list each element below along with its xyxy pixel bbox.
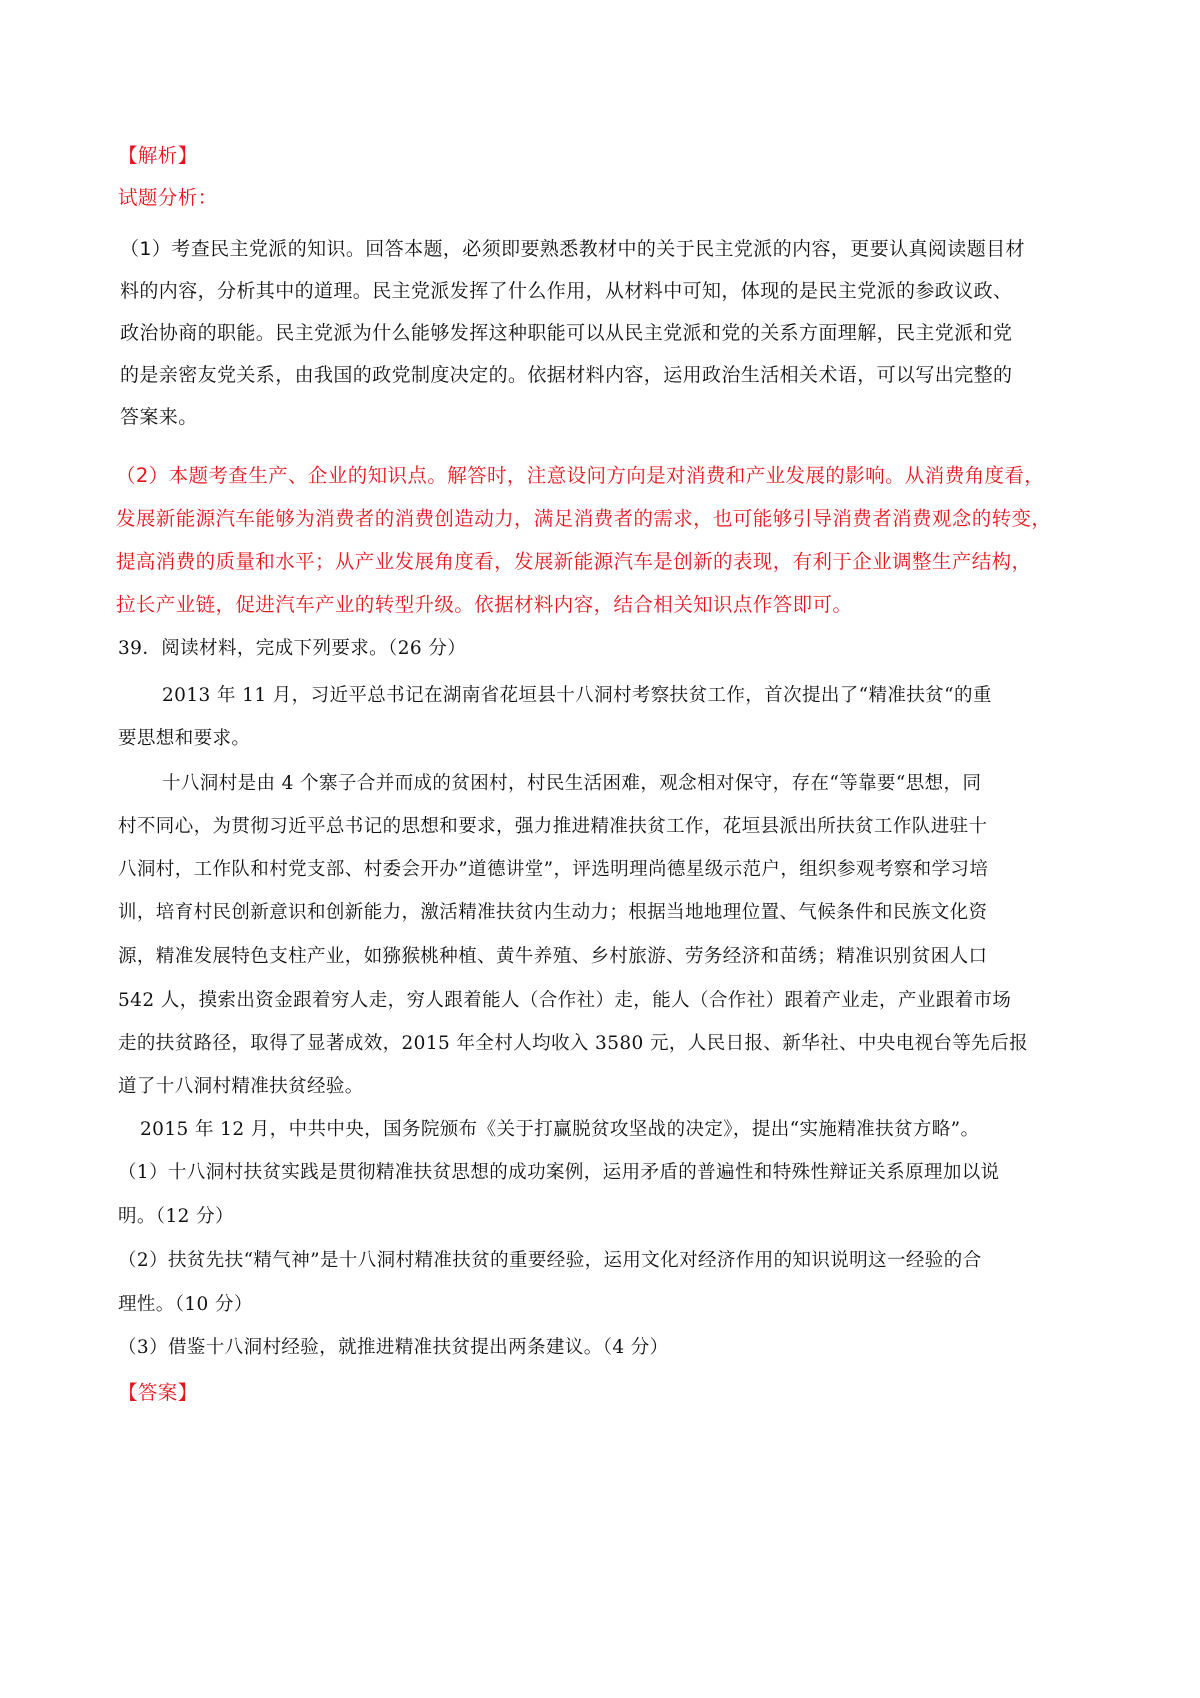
part2-line: 提高消费的质量和水平；从产业发展角度看，发展新能源汽车是创新的表现，有利于企业调整生产结构， [116,550,1032,573]
part1-line: （1）考查民主党派的知识。回答本题，必须即要熟悉教材中的关于民主党派的内容，更要认真阅读题目材 [120,238,1025,260]
material-paragraph-2: 十八洞村是由 4 个寨子合并而成的贫困村，村民生活困难，观念相对保守，存在“等靠要“思想，同 [162,773,982,794]
material-paragraph-3: 2015 年 12 月，中共中央，国务院颁布《关于打赢脱贫攻坚战的决定》，提出“实施精准扶贫方略”。 [140,1119,980,1140]
part2-line: 拉长产业链，促进汽车产业的转型升级。依据材料内容，结合相关知识点作答即可。 [116,593,853,616]
material-paragraph-2: 八洞村，工作队和村党支部、村委会开办”道德讲堂”，评选明理尚德星级示范户，组织参观考察和学习培 [118,859,989,880]
sub-question-1: 明。（12 分） [118,1206,234,1227]
part2-line: （2）本题考查生产、企业的知识点。解答时，注意设问方向是对消费和产业发展的影响。从消费角度看， [116,464,1045,487]
sub-question-2: （2）扶贫先扶“精气神”是十八洞村精准扶贫的重要经验，运用文化对经济作用的知识说明这一经验的合 [118,1250,982,1271]
part1-line: 政治协商的职能。民主党派为什么能够发挥这种职能可以从民主党派和党的关系方面理解，民主党派和党 [120,322,1013,344]
part1-line: 答案来。 [120,406,198,428]
material-paragraph-2: 走的扶贫路径，取得了显著成效，2015 年全村人均收入 3580 元，人民日报、新华社、中央电视台等先后报 [118,1033,1029,1054]
answer-heading: 【答案】 [118,1381,198,1404]
sub-question-3: （3）借鉴十八洞村经验，就推进精准扶贫提出两条建议。（4 分） [118,1337,669,1358]
analysis-heading: 【解析】 [118,144,198,167]
material-paragraph-2: 源，精准发展特色支柱产业，如猕猴桃种植、黄牛养殖、乡村旅游、劳务经济和苗绣；精准识别贫困人口 [118,946,988,967]
question-39-title: 39．阅读材料，完成下列要求。（26 分） [118,638,467,659]
sub-question-2: 理性。（10 分） [118,1294,253,1315]
sub-question-1: （1）十八洞村扶贫实践是贯彻精准扶贫思想的成功案例，运用矛盾的普遍性和特殊性辩证关系原理加以说 [118,1162,1000,1183]
material-paragraph-2: 训，培育村民创新意识和创新能力，激活精准扶贫内生动力；根据当地地理位置、气候条件和民族文化资 [118,902,988,923]
material-paragraph-2: 道了十八洞村精准扶贫经验。 [118,1076,364,1097]
part1-line: 料的内容，分析其中的道理。民主党派发挥了什么作用，从材料中可知，体现的是民主党派的参政议政、 [120,280,1013,302]
material-paragraph-2: 村不同心，为贯彻习近平总书记的思想和要求，强力推进精准扶贫工作，花垣县派出所扶贫工作队进驻十 [118,816,988,837]
material-paragraph-2: 542 人，摸索出资金跟着穷人走，穷人跟着能人（合作社）走，能人（合作社）跟着产业走，产业跟着市场 [118,990,1012,1011]
material-paragraph-1: 2013 年 11 月，习近平总书记在湖南省花垣县十八洞村考察扶贫工作，首次提出了“精准扶贫“的重 [162,685,992,706]
analysis-subheading: 试题分析： [118,186,218,209]
part2-line: 发展新能源汽车能够为消费者的消费创造动力，满足消费者的需求，也可能够引导消费者消费观念的转变， [116,507,1052,530]
material-paragraph-1: 要思想和要求。 [118,728,251,749]
part1-line: 的是亲密友党关系，由我国的政党制度决定的。依据材料内容，运用政治生活相关术语，可以写出完整的 [120,364,1013,386]
